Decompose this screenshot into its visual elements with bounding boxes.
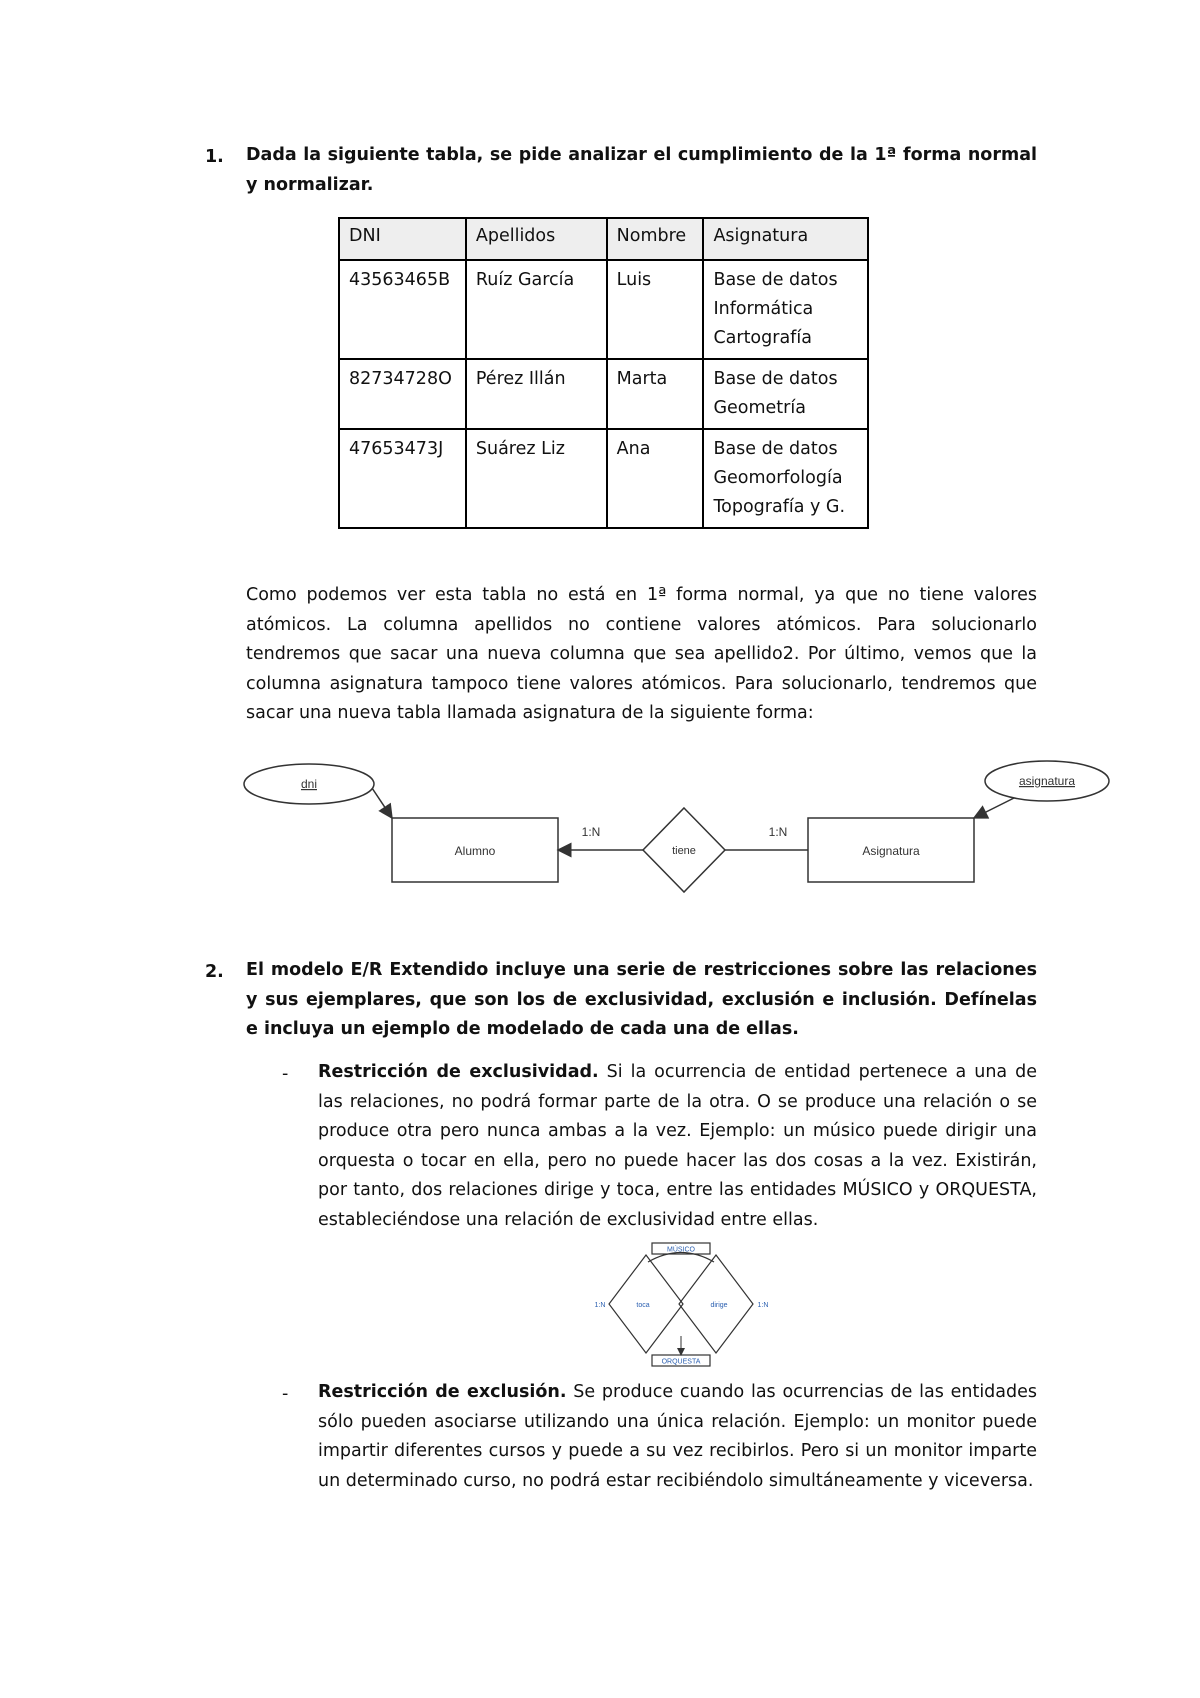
mini-cardinality-left: 1:N xyxy=(594,1302,606,1309)
table-cell-dni: 43563465B xyxy=(339,260,466,359)
cardinality-right: 1:N xyxy=(768,825,788,839)
table-header-cell: Asignatura xyxy=(703,218,868,260)
arrow-asignatura xyxy=(974,798,1014,818)
bullet-exclusion xyxy=(318,1378,1037,1496)
explanation-paragraph: Como podemos ver esta tabla no está en 1ª forma normal, ya que no tiene valores atómicos. La columna apellidos no contiene valores atómicos. Para solucionarlo tendremos que sacar una nueva columna que sea apellido2. Por último, vemos que la columna asignatura tampoco tiene valores atómicos. Para solucionarlo, tendremos que sacar una nueva tabla llamada asignatura de la siguiente forma: xyxy=(246,585,1037,723)
table-cell-apellidos: Ruíz García xyxy=(466,260,607,359)
table-header-cell: Apellidos xyxy=(466,218,607,260)
subject-line: Geomorfología xyxy=(713,468,843,488)
bullet-body: Si la ocurrencia de entidad pertenece a una de las relaciones, no podrá formar parte de la otra. O se produce una relación o se produce otra pero nunca ambas a la vez. Ejemplo: un músico puede dirigir una orquesta o tocar en ella, pero no puede hacer las dos cosas a la vez. Existirán, por tanto, dos relaciones dirige y toca, entre las entidades MÚSICO y ORQUESTA, estableciéndose una relación de exclusividad entre ellas. xyxy=(318,1062,1037,1230)
table-cell-apellidos: Suárez Liz xyxy=(466,429,607,528)
subject-line: Base de datos xyxy=(713,270,838,290)
bullet-marker: - xyxy=(282,1384,289,1404)
question-2-text: El modelo E/R Extendido incluye una serie de restricciones sobre las relaciones y sus ejemplares, que son los de exclusividad, exclusión e inclusión. Defínelas e incluya un ejemplo de modelado de cada una de ellas. xyxy=(246,960,1037,1039)
bullet-body: Se produce cuando las ocurrencias de las entidades sólo pueden asociarse utilizando una única relación. Ejemplo: un monitor puede impartir diferentes cursos y puede a su vez recibirlos. Pero si un monitor imparte un determinado curso, no podrá estar recibiéndolo simultáneamente y viceversa. xyxy=(318,1382,1038,1491)
cardinality-left: 1:N xyxy=(581,825,601,839)
table-cell-nombre: Ana xyxy=(607,429,704,528)
table-cell-dni: 47653473J xyxy=(339,429,466,528)
mini-cardinality-right: 1:N xyxy=(757,1302,769,1309)
attribute-dni-label: dni xyxy=(300,777,318,791)
entity-musico-label: MÚSICO xyxy=(667,1246,695,1254)
question-1-number: 1. xyxy=(205,147,224,167)
table-header-cell: Nombre xyxy=(607,218,704,260)
bullet-marker: - xyxy=(282,1064,289,1084)
entity-orquesta-label: ORQUESTA xyxy=(661,1358,701,1366)
table-cell-nombre: Luis xyxy=(607,260,704,359)
attribute-asignatura-label: asignatura xyxy=(1018,774,1076,788)
entity-asignatura-label: Asignatura xyxy=(862,844,920,858)
subject-line: Topografía y G. xyxy=(713,497,846,517)
subject-line: Base de datos xyxy=(713,369,838,389)
table-header-cell: DNI xyxy=(339,218,466,260)
question-1-text: Dada la siguiente tabla, se pide analizar el cumplimiento de la 1ª forma normal y normalizar. xyxy=(246,145,1037,195)
subject-line: Geometría xyxy=(713,398,806,418)
subject-line: Informática xyxy=(713,299,814,319)
table-cell-dni: 82734728O xyxy=(339,359,466,429)
bullet-title: Restricción de exclusividad. xyxy=(318,1062,599,1082)
question-2-number: 2. xyxy=(205,962,224,982)
bullet-title: Restricción de exclusión. xyxy=(318,1382,567,1402)
table-cell-apellidos: Pérez Illán xyxy=(466,359,607,429)
relation-dirige-label: dirige xyxy=(710,1302,728,1309)
bullet-exclusividad xyxy=(318,1058,1037,1235)
relation-tiene-label: tiene xyxy=(672,845,696,857)
entity-alumno-label: Alumno xyxy=(454,844,496,858)
subject-line: Cartografía xyxy=(713,328,812,348)
arrow-dni xyxy=(372,788,392,818)
relation-toca-label: toca xyxy=(636,1302,650,1309)
table-cell-nombre: Marta xyxy=(607,359,704,429)
subject-line: Base de datos xyxy=(713,439,838,459)
